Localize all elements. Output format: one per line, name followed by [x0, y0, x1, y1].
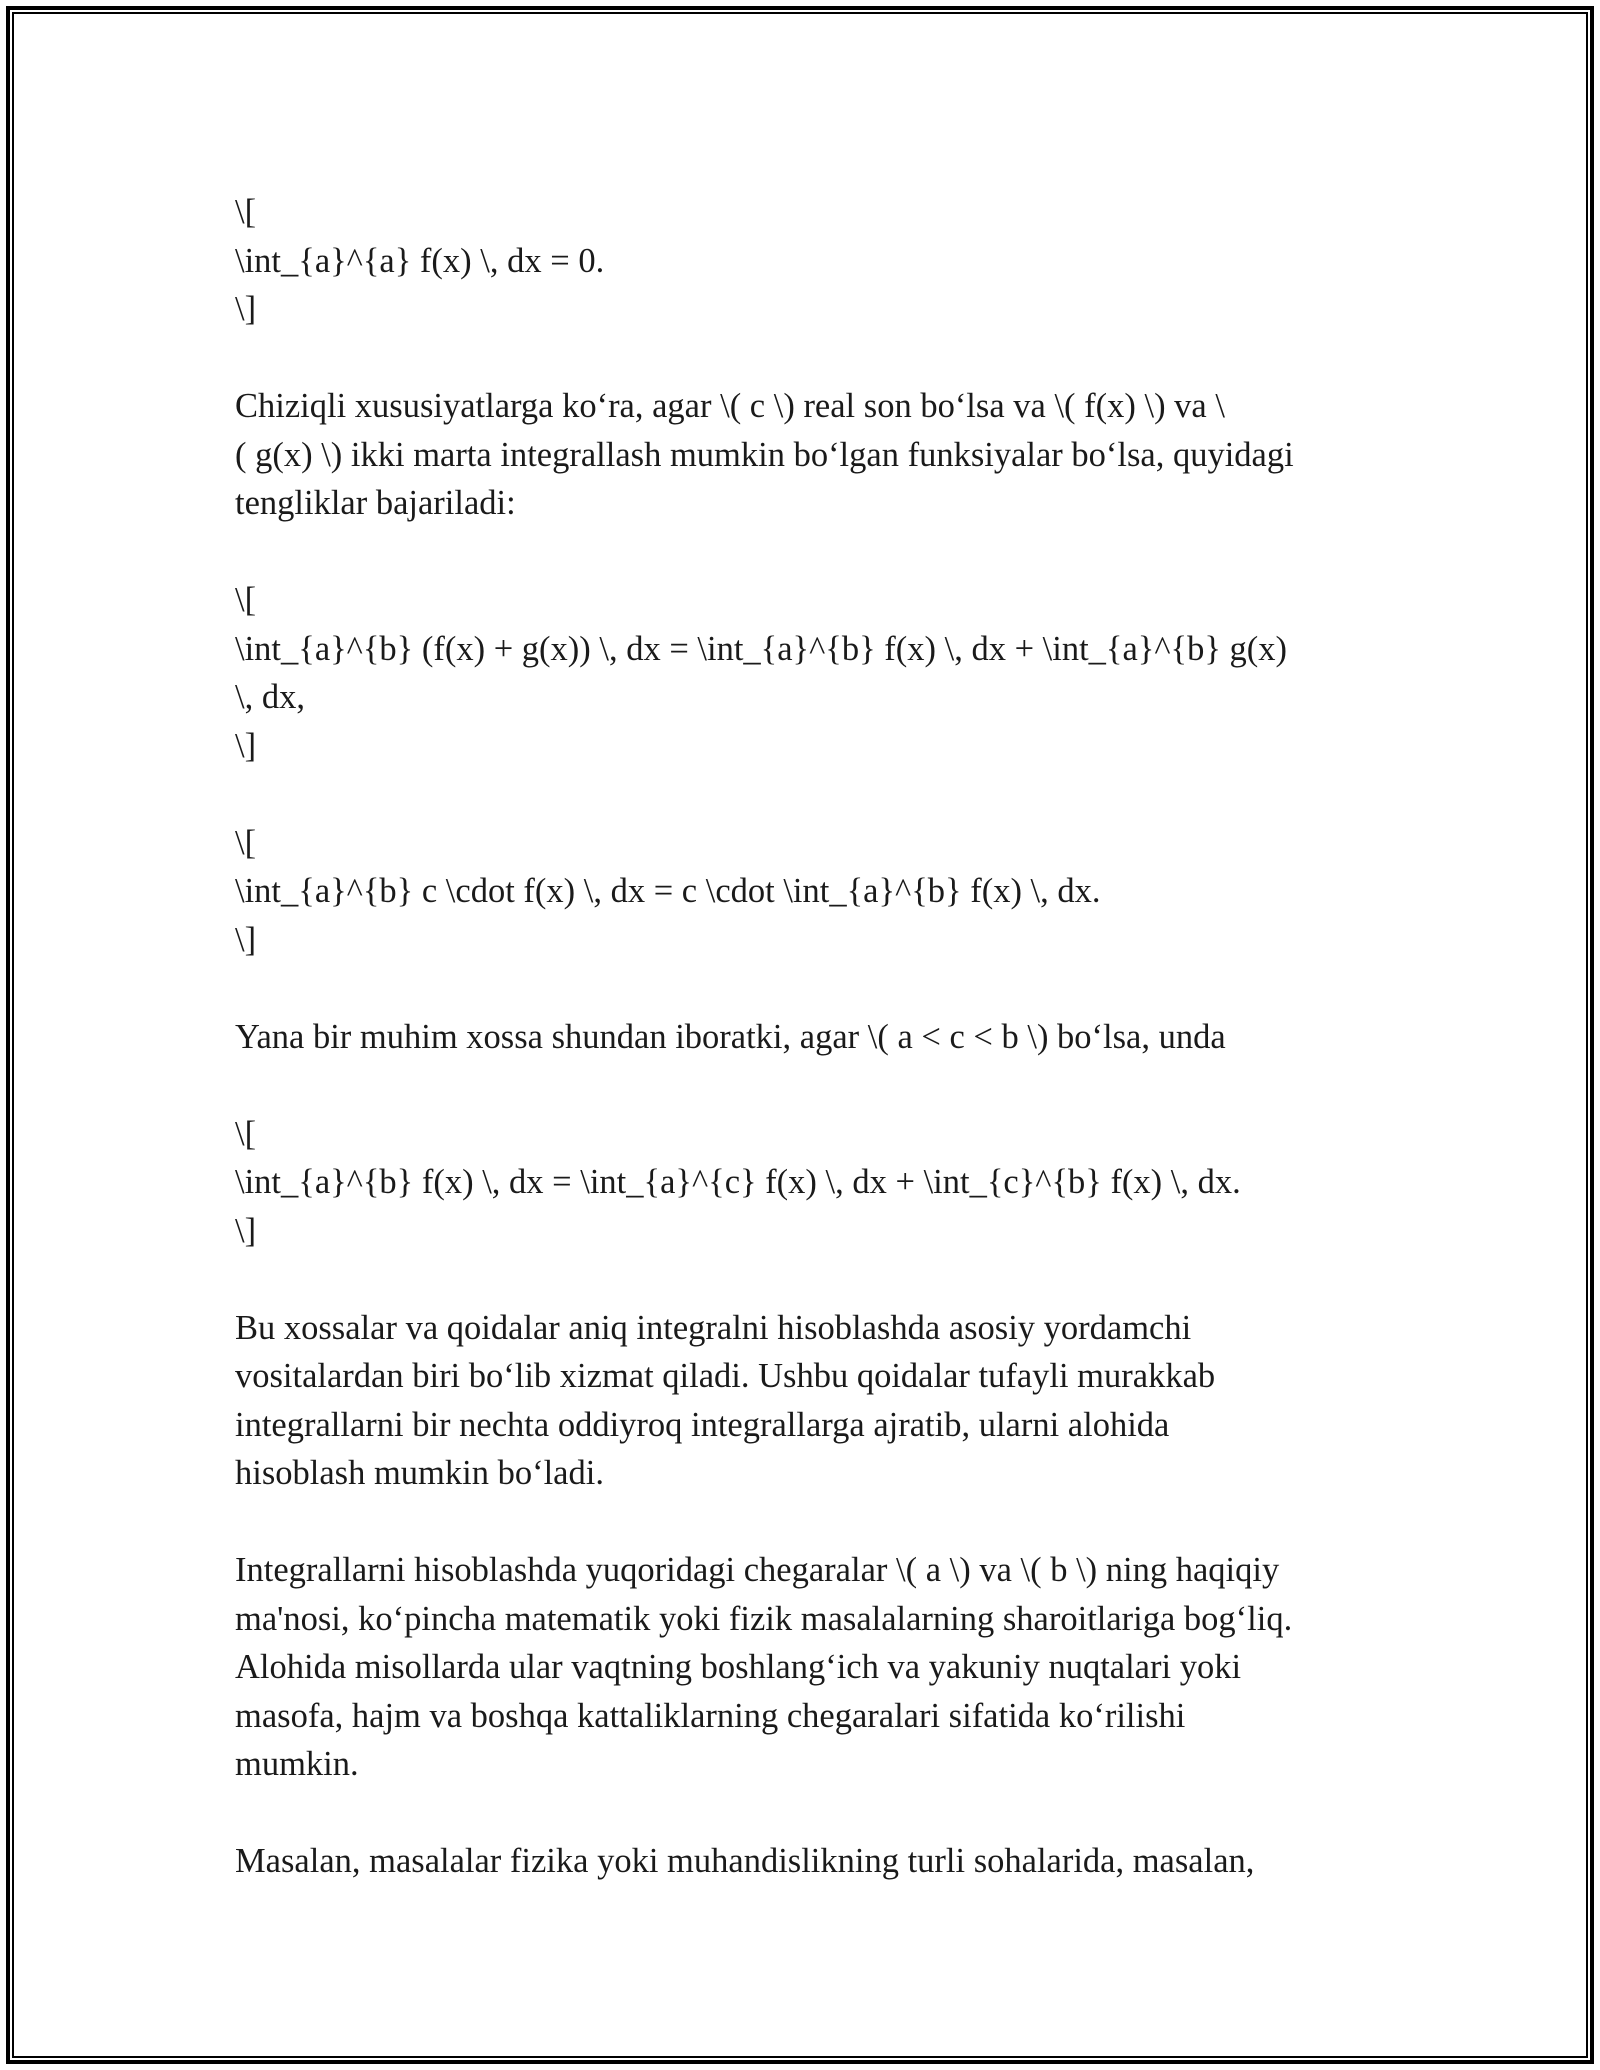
text-line: hisoblash mumkin bo‘ladi.: [235, 1454, 604, 1492]
text-line: vositalardan biri bo‘lib xizmat qiladi. Ushbu qoidalar tufayli murakkab: [235, 1357, 1216, 1395]
text-line: mumkin.: [235, 1745, 359, 1783]
text-line: Bu xossalar va qoidalar aniq integralni hisoblashda asosiy yordamchi: [235, 1308, 1192, 1347]
text-line: \[: [235, 1114, 257, 1153]
text-line: \int_{a}^{b} (f(x) + g(x)) \, dx = \int_{a}^{b} f(x) \, dx + \int_{a}^{b} g(x): [235, 629, 1288, 668]
paragraph: [235, 1837, 1375, 1886]
text-line: \]: [235, 290, 257, 328]
text-line: ( g(x) \) ikki marta integrallash mumkin bo‘lgan funksiyalar bo‘lsa, quyidagi: [235, 435, 1294, 474]
paragraph: [235, 1304, 1375, 1498]
text-line: \]: [235, 1211, 257, 1250]
text-line: \, dx,: [235, 678, 305, 716]
text-line: Chiziqli xususiyatlarga ko‘ra, agar \( c \) real son bo‘lsa va \( f(x) \) va \: [235, 387, 1225, 425]
equation-block: [235, 576, 1375, 770]
paragraph: [235, 1013, 1375, 1062]
document-body: [235, 188, 1375, 1934]
text-line: \int_{a}^{b} c \cdot f(x) \, dx = c \cdot \int_{a}^{b} f(x) \, dx.: [235, 872, 1101, 910]
text-line: Yana bir muhim xossa shundan iboratki, agar \( a < c < b \) bo‘lsa, unda: [235, 1017, 1226, 1056]
paragraph: [235, 1546, 1375, 1789]
equation-block: [235, 819, 1375, 965]
text-line: \[: [235, 581, 257, 619]
text-line: Alohida misollarda ular vaqtning boshlang‘ich va yakuniy nuqtalari yoki: [235, 1648, 1242, 1686]
text-line: Masalan, masalalar fizika yoki muhandislikning turli sohalarida, masalan,: [235, 1842, 1255, 1880]
equation-block: [235, 1110, 1375, 1256]
text-line: \]: [235, 920, 257, 959]
text-line: \[: [235, 823, 257, 862]
text-line: masofa, hajm va boshqa kattaliklarning chegaralari sifatida ko‘rilishi: [235, 1696, 1186, 1735]
paragraph: [235, 382, 1375, 528]
text-line: \]: [235, 726, 257, 765]
text-line: \int_{a}^{a} f(x) \, dx = 0.: [235, 241, 605, 280]
text-line: \int_{a}^{b} f(x) \, dx = \int_{a}^{c} f(x) \, dx + \int_{c}^{b} f(x) \, dx.: [235, 1163, 1241, 1201]
text-line: tengliklar bajariladi:: [235, 484, 516, 522]
equation-block: [235, 188, 1375, 334]
text-line: ma'nosi, ko‘pincha matematik yoki fizik masalalarning sharoitlariga bog‘liq.: [235, 1599, 1293, 1638]
text-line: integrallarni bir nechta oddiyroq integrallarga ajratib, ularni alohida: [235, 1405, 1170, 1444]
text-line: Integrallarni hisoblashda yuqoridagi chegaralar \( a \) va \( b \) ning haqiqiy: [235, 1551, 1280, 1589]
text-line: \[: [235, 193, 257, 231]
